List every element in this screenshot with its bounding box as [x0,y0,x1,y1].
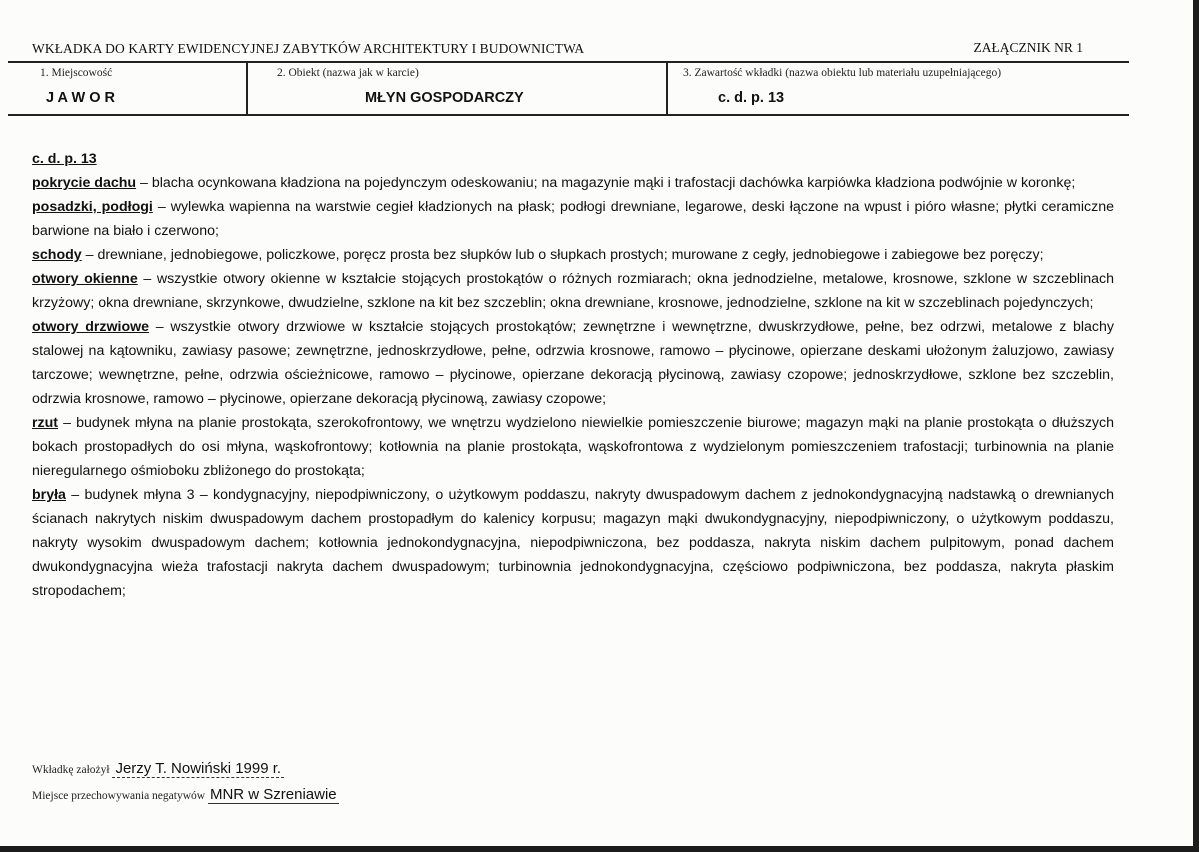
section-paragraph [32,171,1114,195]
negatives-value: MNR w Szreniawie [209,786,337,803]
section-keyword: otwory okienne [32,271,138,287]
description-body [32,147,1114,603]
section-text: – wszystkie otwory okienne w kształcie stojących prostokątów o różnych rozmiarach; okna jednodzielne, metalowe, krosnowe, szklone w szczeblinach krzyżowy; okna drewniane, skrzynkowe, dwudzielne, szklone na kit bez szczeblin; okna drewniane, krosnowe, jednodzielne, szklone na kit w szczeblinach pojedynczych; [32,271,1114,311]
section-keyword: schody [32,247,82,263]
section-paragraph [32,267,1114,315]
cell-divider [666,61,668,116]
form-title: WKŁADKA DO KARTY EWIDENCYJNEJ ZABYTKÓW ARCHITEKTURY I BUDOWNICTWA [32,41,585,56]
section-paragraph [32,315,1114,411]
section-keyword: posadzki, podłogi [32,199,153,215]
continuation-ref: c. d. p. 13 [32,151,97,167]
section-text: – wylewka wapienna na warstwie cegieł kładzionych na płask; podłogi drewniane, legarowe, deski łączone na wpust i pióro własne; płytki ceramiczne barwione na biało i czerwono; [32,199,1114,239]
author-label: Wkładkę założył [32,764,110,776]
section-paragraph [32,195,1114,243]
cell-divider [246,61,248,116]
section-paragraph [32,243,1114,267]
section-text: – budynek młyna 3 – kondygnacyjny, niepodpiwniczony, o użytkowym poddaszu, nakryty dwuspadowym dachem z jednokondygnacyjną nadstawką o drewnianych ścianach nakrytych niskim dwuspadowym dachem prostopadłym do kalenicy korpusu; magazyn mąki dwukondygnacyjny, niepodpiwniczony, o użytkowym poddaszu, nakryty wysokim dwuspadowym dachem; kotłownia jednokondygnacyjna, niepodpiwniczona, bez poddasza, nakryta niskim dachem pulpitowym, ponad dachem dwukondygnacyjna wieża trafostacji nakryta dachem dwuspadowym; turbinownia jednokondygnacyjna, częściowo podpiwniczona, bez poddasza, nakryta płaskim stropodachem; [32,487,1114,599]
section-text: – drewniane, jednobiegowe, policzkowe, poręcz prosta bez słupków lub o słupkach prostych; murowane z cegły, jednobiegowe i zabiegowe bez poręczy; [81,247,1044,263]
section-text: – budynek młyna na planie prostokąta, szerokofrontowy, we wnętrzu wydzielono niewielkie pomieszczenie biurowe; magazyn mąki na planie prostokąta o dłuższych bokach prostopadłych do osi młyna, wąskofrontowy; kotłownia na planie prostokąta, wąskofrontowa z wydzielonym pomieszczeniem trafostacji; turbinownia na planie nieregularnego ośmioboku zbliżonego do prostokąta; [32,415,1114,479]
section-text: – blacha ocynkowana kładziona na pojedynczym odeskowaniu; na magazynie mąki i trafostacji dachówka karpiówka kładziona podwójnie w koronkę; [136,175,1076,191]
negatives-label: Miejsce przechowywania negatywów [32,790,206,802]
section-paragraph [32,483,1114,603]
negatives-line [32,786,339,803]
header-rule-bottom [8,114,1129,116]
section-paragraph [32,411,1114,483]
annex-number: ZAŁĄCZNIK NR 1 [973,40,1083,55]
section-text: – wszystkie otwory drzwiowe w kształcie stojących prostokątów; zewnętrzne i wewnętrzne, dwuskrzydłowe, pełne, bez odrzwi, metalowe z blachy stalowej na kątowniku, zawiasy pasowe; zewnętrzne, jednoskrzydłowe, pełne, odrzwia krosnowe, ramowo – płycinowe, opierzane deskami ułożonym żaluzjowo, zawiasy tarczowe; wewnętrzne, pełne, odrzwia ościeżnicowe, ramowo – płycinowe, opierzane dekoracją płycinową, zawiasy czopowe; jednoskrzydłowe, szklone bez szczeblin, odrzwia krosnowe, ramowo – płycinowe, opierzane dekoracją płycinową, zawiasy czopowe; [32,319,1114,407]
locality-label: 1. Miejscowość [40,67,113,79]
content-label: 3. Zawartość wkładki (nazwa obiektu lub materiału uzupełniającego) [683,67,1002,79]
locality-value: J A W O R [46,90,116,106]
object-value: MŁYN GOSPODARCZY [365,90,524,106]
author-value: Jerzy T. Nowiński 1999 r. [112,760,284,778]
section-keyword: pokrycie dachu [32,175,137,191]
header-rule-top [8,61,1129,63]
object-label: 2. Obiekt (nazwa jak w karcie) [277,67,419,79]
section-keyword: rzut [32,415,59,431]
content-value: c. d. p. 13 [718,90,785,106]
author-line [32,760,284,777]
section-keyword: bryła [32,487,66,503]
section-keyword: otwory drzwiowe [32,319,150,335]
